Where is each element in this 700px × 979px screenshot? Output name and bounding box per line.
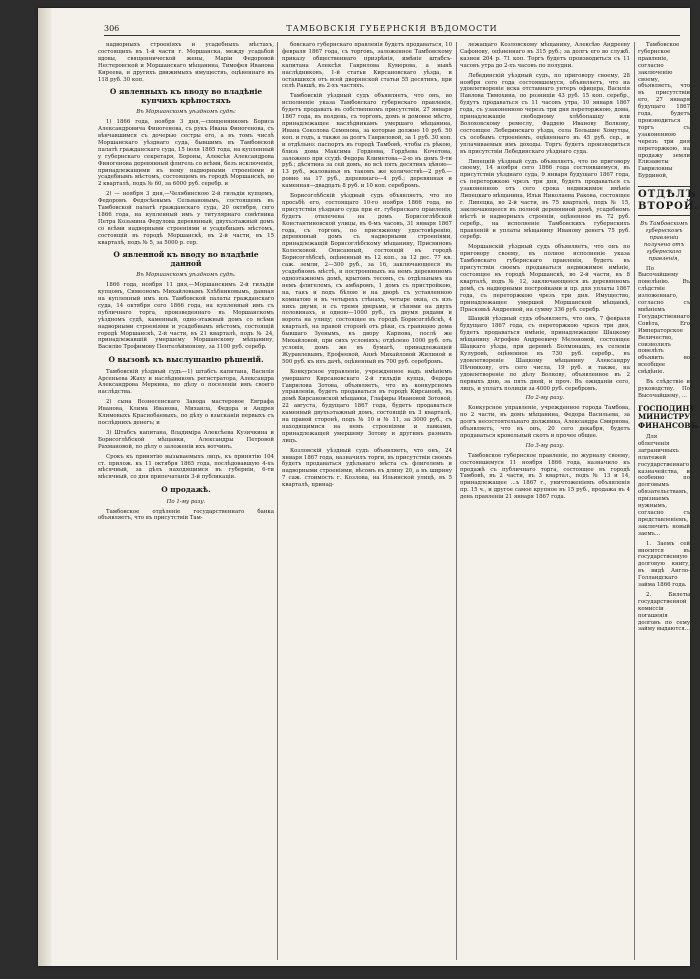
paragraph: Срокъ къ принятію вызываемыхъ лицъ, къ принятію 104 ст. прилож. къ 11 октября 1865 года, послѣдовавшую 4-хъ мѣсячный, за дѣлъ находящимся въ губерніи, 6-ти мѣсячный, со дня припечатанія 3-й публикаціи. bbox=[98, 453, 274, 481]
column-divider bbox=[634, 42, 635, 960]
paragraph: Тамбовское губернское правленіе, согласно заключенію своему, объявляетъ, что въ присутствіи его, 27 января будущаго 1867 года, будетъ производиться торгъ съ узаконенною черезъ три дня переторжкою, на продажу земли Елизаветы Гавриловны Бурдиной, bbox=[638, 42, 690, 180]
paragraph: надворныхъ строеніяхъ и усадебныхъ мѣстахъ, состоящихъ въ 1-й части г. Моршанска, между усадьбой вдовы, священнической жены, Маріи Федоровой Нестеровской и Моршанскаго мѣщанина, Тимофея Ивановa Киреева, и другихъ движимыхъ имуществъ, оцѣненнаго въ 118 руб. 30 коп. bbox=[98, 42, 274, 83]
section-subtitle: Въ Моршанскомъ уѣздномъ судѣ: bbox=[136, 109, 236, 116]
paragraph: бовскаго губернскаго правленія будетъ продаваться, 10 февраля 1867 года, съ торговъ, заложенное Тамбовскому приказу общественнаго призрѣнія, имѣніе штабсъ-капитана Алексѣя Гаврилова Кумерова, а нынѣ наслѣдниковъ, 1-й статьи Кирсановскаго уѣзда, и оставшихся отъ всей дворянской статьи 55 десятинъ, при селѣ Ракшѣ, въ 2-хъ частяхъ. bbox=[282, 42, 452, 90]
page-binding-edge bbox=[38, 8, 52, 966]
section-heading: О явленныхъ къ вводу во владѣніе купчихъ крѣпостяхъ bbox=[109, 87, 263, 105]
column-3 bbox=[460, 42, 630, 960]
paragraph: Борисоглѣбскій уѣздный судъ объявляетъ, что по просьбѣ его, состоящаго 10-го ноября 1866 года, во присутствіи уѣзднаго суда при ег. губернскаго правленія, будетъ отвлечена на домъ Борисоглѣбской Константиновской улицы, въ 6-мъ часовъ, 31 января 1867 года, съ торговъ, по присяжному удостовѣренію, деревянный домъ съ надворными строеніями, принадлежащій Борисоглѣбскому мѣщанину, Присвиновъ Колесковой. Описанный, состоящій въ городѣ Борисоглѣбскѣ, оцѣненный въ 12 коп., за 12 дес. 77 кв. саж. земли, 2—300 руб., за 16, заключающееся въ усадебномъ мѣстѣ, и построенныхъ на немъ деревянномъ одноэтажномъ домѣ, крытомъ тесомъ, съ отдѣльнымъ на немъ флигелемъ, съ амбаромъ, 1 домъ съ пристройкою, на, такъ и подъ бѣлою и на дворѣ съ уставленною комнатою и въ четырехъ стѣнахъ, четыре окна, съ изъ нихъ двумя, и съ тремя дверьми, и сѣнями на двухъ половинахъ, и одною—1000 руб., съ двумя рядами и ворота на улицу; состоящее въ городѣ Борисоглѣбскѣ, 4 кварталѣ, на правой сторонѣ отъ рѣки, съ границею дома бывшаго Зуевымъ, къ двору Карпова, послѣ же Михайловой, при сихъ условіяхъ; отдѣлено 1000 руб. отъ условія, домъ же въ бумагѣ, принадлежащей Журавлевымъ, Ерофеевой, Аннѣ Михайловой Жилиной и 500 руб. къ ихъ дачѣ, оцѣненный въ 700 руб. серебромъ. bbox=[282, 193, 452, 365]
paragraph: Тамбовскій уѣздный судъ—1) штабсъ капитана, Василія Арсеньева Жаху и наслѣдниковъ регистратора, Александра Александрова Меркина, по дѣлу о поселеніи имъ своего наслѣдства. bbox=[98, 368, 274, 396]
page-number: 306 bbox=[104, 24, 120, 33]
paragraph: лежащаго Козловскому мѣщанину, Алексѣю Андрееву Сафонову, оцѣненнаго въ 315 руб.; за долгъ его во служб. казнеи 204 р. 71 коп. Торгъ будетъ производиться съ 11 часовъ утра до 2-хъ часовъ по полудни. bbox=[460, 42, 630, 69]
page-header bbox=[104, 22, 680, 36]
section-subtitle: Въ Тамбовскомъ губернскомъ правленіи получено отъ губернскаго правленія, bbox=[640, 221, 688, 262]
paragraph: По Высочайшему повелѣнію. Въ слѣдствіе изложеннаго, согласно съ мнѣніемъ Государственнаго Совѣта, Его Императорское Величество, соизволилъ повелѣть объявить во всеобщее свѣдѣніе. bbox=[638, 265, 690, 376]
paragraph: Конкурсное управленіе, учрежденное надъ имѣніемъ умершаго Кирсановскаго 2-й гильдіи купца, Федора Гаврилова Зотова, объявляетъ, что въ конкурсномъ управленіи, будетъ продаваться въ городѣ Кирсановѣ, въ домѣ Кирсановской мѣщанки, Глафиры Ивановой Зотовой, 22 августа, будущаго 1867 года, будетъ продаваться каменный двухъэтажный домъ, состоящій въ 3 кварталѣ, на правой сторонѣ, подъ № 10 и № 11, за 3000 руб., съ находящимися на немъ строеніями и лавками, принадлежащей умершему Зотову и другимъ разныхъ лицъ. bbox=[282, 368, 452, 444]
paragraph: Для облегченія заграничныхъ платежей государственнаго казначейства, и особенно по долговымъ обязательствамъ, признаемъ нужнымъ, согласно съ представленіемъ, заключить новый заемъ... bbox=[638, 434, 690, 537]
column-2 bbox=[282, 42, 452, 960]
paragraph: 1866 года, ноября 11 дня,—Моршанскимъ 2-й гильдіи купцомъ, Симеономъ Михайловымъ Хлѣбниковымъ, данная на купленный имъ изъ Тамбовской палаты гражданскаго суда, 14 октября сего 1866 года, на купленный имъ съ публичнаго торга, произведеннаго въ Моршанскомъ уѣздномъ судѣ, каменный, одно-этажный домъ со всѣми надворными строеніями и усадебнымъ мѣстомъ, состоящій городѣ Моршанскѣ, 2-й части, въ 21 кварталѣ, подъ № 24, принадлежавшій умершему Моршанскому мѣщанину, Василію Трофимову Пентелѣймонову, за 1100 руб. серебр. bbox=[98, 282, 274, 351]
section-subtitle: По 3-му разу. bbox=[525, 442, 565, 449]
paragraph: Тамбовское губернское правленіе, по журналу своему, состоявшемуся 11 ноября 1866 года, назначило къ продажѣ съ публичнаго торга, состоящее въ городѣ Тамбовѣ, въ 2 части, въ 3 квартал., подъ № 13 и 14, принадлежащее ...ъ 1867 г., уничтоженіемъ объявленія пр. 15 ч., и другое самое крупное въ 15 руб., продажа въ 4 день правленіи 21 января 1867 года. bbox=[460, 452, 630, 501]
section-subtitle: Въ Моршанскомъ уѣздномъ судѣ. bbox=[136, 272, 236, 279]
section-subtitle: По 1-му разу. bbox=[166, 498, 206, 505]
section-heading: О вызовѣ къ выслушанію рѣшеній. bbox=[108, 355, 264, 365]
paragraph: Въ слѣдствіе и руководству. По Высочайшему, ... bbox=[638, 379, 690, 399]
paragraph: 2) сына Вознесенскаго Завода мастеровое Евграфа Иванова, Клима Иванова, Михаила, Федора и Андрея Климовыхъ Краснобаевыхъ, по дѣлу о взысканіи первыхъ съ послѣднихъ денегъ; и bbox=[98, 399, 274, 426]
section-heading: ГОСПОДИНУ МИНИСТРУ ФИНАНСОВЪ. bbox=[638, 403, 700, 430]
column-divider bbox=[456, 42, 457, 960]
column-divider bbox=[277, 42, 278, 960]
paragraph: 2. Билеты государственной комиссіи погашенія долговъ по сему займу выдаются... bbox=[638, 591, 690, 633]
paragraph: 2) — ноября 3 дня,—Челябинскою 2-й гильдіи купцомъ, Федоромъ Федосѣевымъ Сельвановымъ, состоящемъ въ Тамбовской палатѣ гражданскаго суда, 20 октября, сего 1866 года, на купленный имъ у титулярнаго совѣтника Петра Козьмина Федулова деревянный, двухъэтажный домъ со всѣми надворными строеніями и усадебнымъ мѣстомъ, состоящій въ городѣ Моршанскѣ, въ 2-й части, въ 15 кварталѣ, подъ № 5, за 5000 р. сер. bbox=[98, 191, 274, 246]
section-heading: О продажѣ. bbox=[161, 485, 211, 495]
section-heading: О явленной къ вводу во владѣніе данной bbox=[113, 250, 259, 268]
paragraph: Шацкій уѣздный судъ объявляетъ, что онъ, 7 февраля будущаго 1867 года, съ переторжкою чрезъ три дня, будетъ продаваться имѣніе, принадлежащее Шацкому мѣщанину Агрофею Андреевичу Мелоновой, состоящее Шацкаго уѣзда, при деревнѣ Болмонашъ, въ селеніи Кулуровѣ, оцѣненное въ 730 руб. серебр., въ удовлетвореніе Шацкому мѣщанину Александру Пѣчникову, отъ сего числа, 19 руб. и также, на удовлетвореніе по дѣлу Волкову, объявленное въ 2 первыхъ дню, за пять дней, и проч. Въ ожиданіи сего, лицъ, и уплатъ полиціи за 4000 руб. серебромъ. bbox=[460, 316, 630, 392]
section-subtitle: По 2-му разу. bbox=[525, 395, 565, 402]
paragraph: 3) Штабсъ капитана, Владиміра Алексѣева Кузичкина и Борисоглѣбской мѣщанки, Александры Петровой Рахмановой, по дѣлу о заложеніи ихъ вотчинъ. bbox=[98, 429, 274, 450]
paragraph: Тамбовское отдѣленіе государственнаго банка объявляетъ, что въ присутствіи Там- bbox=[98, 508, 274, 522]
paragraph: 1. Заемъ сей вносится въ государственную долговую книгу, въ видѣ Англо-Голландскаго займа 1866 года. bbox=[638, 540, 690, 589]
newspaper-title: ТАМБОВСКІЯ ГУБЕРНСКІЯ ВѢДОМОСТИ bbox=[286, 24, 498, 33]
paragraph: Тамбовскій уѣздный судъ объявляетъ, что онъ, во исполненіе указа Тамбовскаго губернскаго правленія, будетъ продавать въ собственномъ присутствіи, 27 января 1867 года, въ полдень, съ торговъ, домъ и домовое мѣсто, принадлежащее наслѣдникамъ умершаго мѣщанина, Ивана Соколова Семенова, за которые должно 10 руб. 50 коп. и годъ, а также за долгъ Гавриловой, за 1 руб. 30 коп. и отдѣльно: паспортъ въ городѣ Тамбовѣ, чтобы съ рѣкою, близь дома Максима Гордеева, Гордѣева Кочетова, заложено при ссудѣ Федора Климетова—2-ю въ домъ 9-ти руб.; дѣсятина за сей домъ, во всѣ пять десятинъ цѣною—13 руб., жалованья въ такомъ же количествѣ—2 руб.—ровно на 17 руб., деревянаго—4 руб.; деревянная и каменная—двадцать 8 руб. и 10 коп. серебромъ. bbox=[282, 93, 452, 190]
header-rule bbox=[104, 35, 680, 36]
paragraph: Козловскій уѣздный судъ объявляетъ, что онъ, 24 января 1867 года, назначилъ торги, въ присутствіи своемъ будетъ продаваться удѣльнаго мѣста съ флигелемъ и надворными строеніями, вѣсомъ въ длину 20, а въ ширину 7 саж. стоимость г. Козлова, на Ильинской улицѣ, въ 5 кварталѣ, принад- bbox=[282, 447, 452, 489]
paragraph: Конкурсное управленіе, учрежденное города Тамбова, по 2 части, въ домъ мѣщанина, Федора Васильева, за долгъ несостоятельнаго должника, Александра Смирнова, объявляетъ, что въ онъ, 20 сего декабря, будетъ продаваться кровельный скотъ и прочее общее. bbox=[460, 405, 630, 439]
column-1 bbox=[98, 42, 274, 960]
newspaper-page bbox=[38, 8, 700, 966]
paragraph: Моршанскій уѣздный судъ объявляетъ, что онъ по приговору своему, въ полное исполненіе указа Тамбовскаго губернскаго правленія, будетъ въ присутствіи своемъ продаваться недвижимое имѣніе, состоящее въ городѣ Моршанскѣ, во 2-й части, въ 8 кварталѣ, подъ № 12, заключающееся въ деревянномъ домѣ, съ надворными постройками и пр. для уплаты 1867 года, съ переторжкою чрезъ три дня. Имущество, принадлежащее умершей Моршанской мѣщанкѣ, Прасковьѣ Андреевой, на сумму 336 руб. серебр. bbox=[460, 244, 630, 313]
paragraph: 1) 1866 года, ноября 3 дня,—священникомъ Бориса Александровича Финогенова, съ рукъ Ивана Финогенова, съ вѣнчавшимся съ дочерью сестры его, а въ томъ числѣ Моршанскаго уѣзднаго суда, бывшимъ въ Тамбовской палатѣ гражданскаго суда, 15 іюля 1865 года, на купленный у губернскаго секретаря, Бороны, Алексѣя Александрова Финогенова деревянный флигель со всѣми, безъ исключенія, принадлежащими къ нему надворными строеніями и усадебнымъ мѣстомъ, состоящемъ въ городѣ Моршанскѣ, во 2 кварталѣ, подъ № 60, за 6000 руб. серебр. и bbox=[98, 119, 274, 188]
section-banner: ОТДѢЛЪ ВТОРОЙ. bbox=[638, 186, 690, 216]
paragraph: Липецкій уѣздный судъ объявляетъ, что по приговору своему, 14 ноября сего 1866 года состоявшемуся, въ присутствіи уѣзднаго суда, 9 января будущаго 1867 года, съ переторжкою чрезъ три дня, будетъ продаваться съ узаконенною отъ сего срока недвижимое имѣніе Липецкаго мѣщанина, Ильи Николаева Ракова, состоящее г. Липецка, во 2-й части, въ 75 кварталѣ, подъ № 15, заключающееся въ полной деревянной домѣ, усадебномъ мѣстѣ и надворныхъ строеніи, оцѣненное въ 72 руб. серебр., на исполненіе Тамбовскихъ губернскихъ правленій и уплаты мѣщанину Иванову денегъ 75 руб. серебр. bbox=[460, 158, 630, 241]
paragraph: Лебединскій уѣздный судъ, по приговору своему, 28 ноября сего года состоявшемуся, объявляетъ, что на удовлетвореніе иска отставнаго унтеръ офицера, Василія Павлова Тимохина, по розниціи 43 руб. 15 коп. серебр., будутъ продаваться съ 11 часовъ утра, 10 января 1867 года, съ узаконенною черезъ три дня переторжкою, дома, принадлежащіе свободному хлѣбопашцу или Волоховскому ремеслу, Фаддею Иванову Волкову, состоящее Лебединскаго уѣзда, села Большие Хомутцы, съ особымъ строеніемъ, оцѣненнаго въ 45 руб. сер., и уплачиваемыя имъ доходы. Торгъ будетъ производиться въ присутствіи Лебединскаго уѣзднаго суда. bbox=[460, 72, 630, 155]
column-4 bbox=[638, 42, 700, 960]
